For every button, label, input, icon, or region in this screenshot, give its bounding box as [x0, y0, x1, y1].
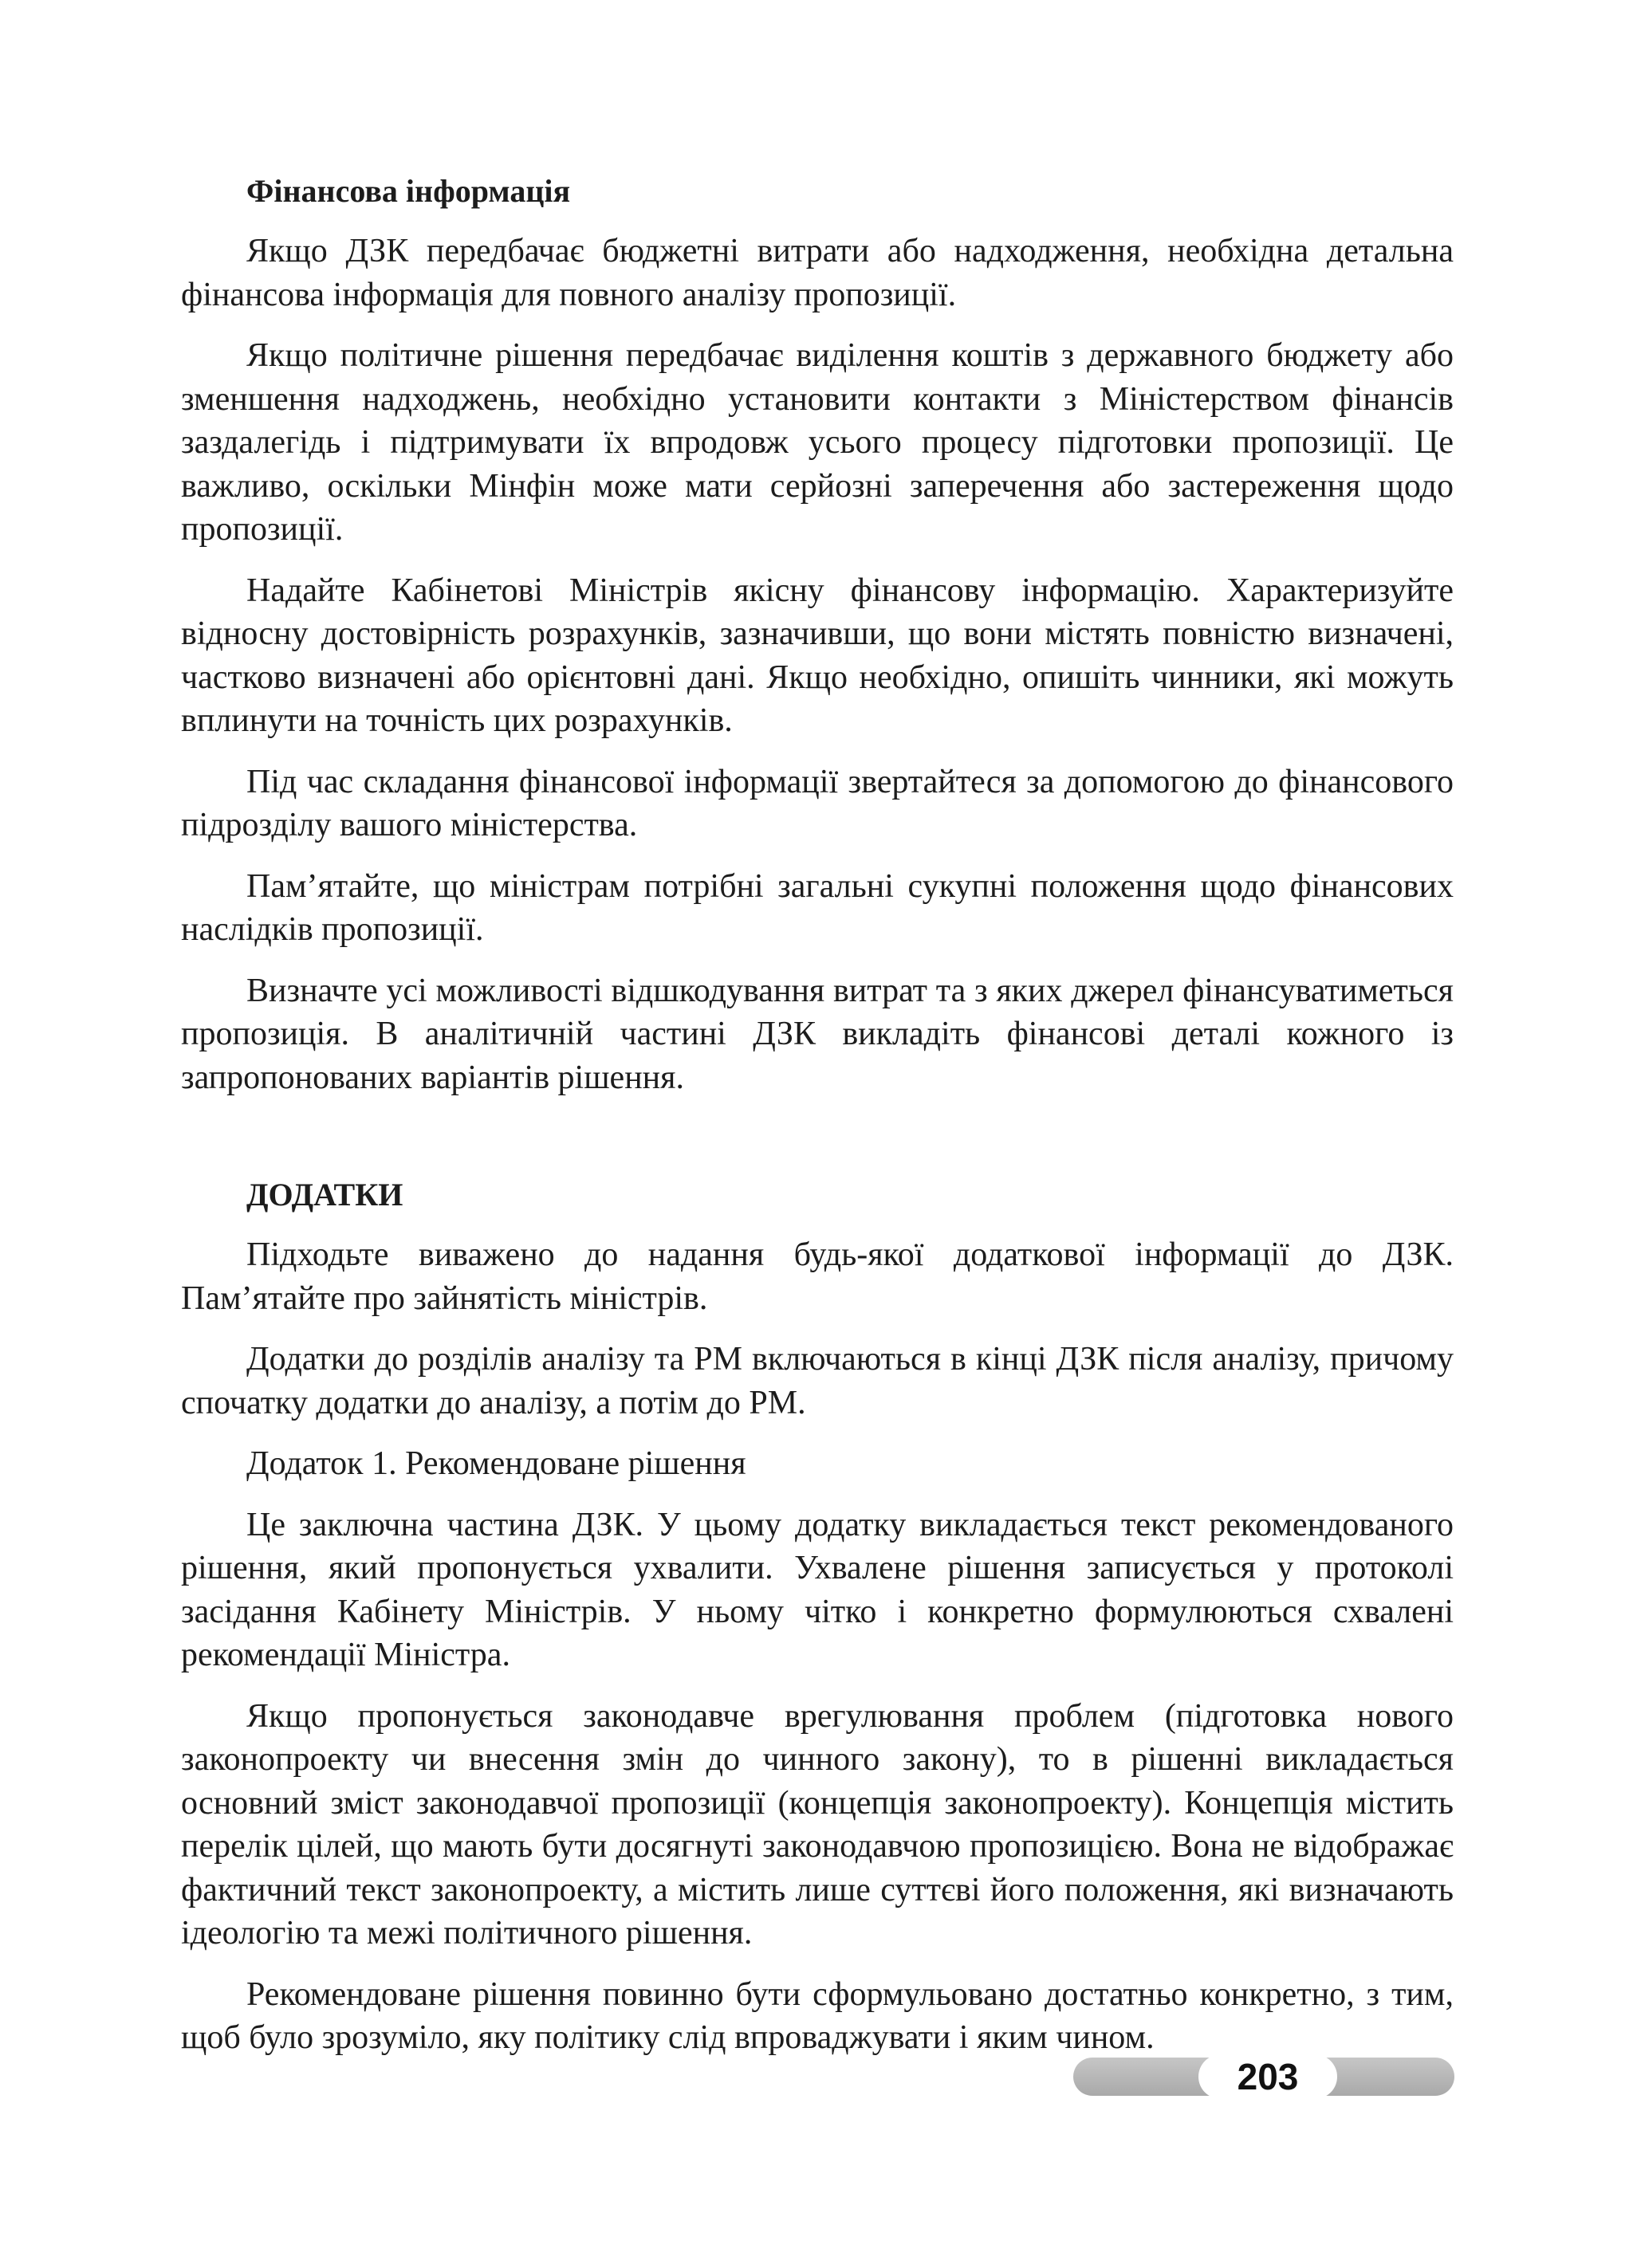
- paragraph: Рекомендоване рішення повинно бути сформульовано достатньо конкретно, з тим, щоб було зрозуміло, яку політику слід впроваджувати і яким чином.: [181, 1975, 1454, 2056]
- section-heading-financial: Фінансова інформація: [246, 173, 571, 209]
- paragraph: Якщо пропонується законодавче врегулювання проблем (підготовка нового законопроекту чи внесення змін до чинного закону), то в рішенні викладається основний зміст законодавчої пропозиції (концепція законопроекту). Концепція містить перелік цілей, що мають бути досягнуті законодавчою пропозицією. Вона не відображає фактичний текст законопроекту, а містить лише суттєві його положення, які визначають ідеологію та межі політичного рішення.: [181, 1697, 1454, 1952]
- appendix-title: Додаток 1. Рекомендоване рішення: [246, 1445, 746, 1482]
- paragraph: Це заключна частина ДЗК. У цьому додатку викладається текст рекомендованого рішення, який пропонується ухвалити. Ухвалене рішення записується у протоколі засідання Кабінету Міністрів. У ньому чітко і конкретно формулюються схвалені рекомендації Міністра.: [181, 1506, 1454, 1673]
- paragraph: Пам’ятайте, що міністрам потрібні загальні сукупні положення щодо фінансових наслідків пропозиції.: [181, 867, 1454, 948]
- paragraph: Підходьте виважено до надання будь-якої додаткової інформації до ДЗК. Пам’ятайте про зайнятість міністрів.: [181, 1236, 1454, 1317]
- page-body: [181, 169, 1454, 2077]
- page-number: 203: [1198, 2054, 1337, 2099]
- section-spacer: [181, 1117, 1454, 1157]
- paragraph: Визначте усі можливості відшкодування витрат та з яких джерел фінансуватиметься пропозиція. В аналітичній частині ДЗК викладіть фінансові деталі кожного із запропонованих варіантів рішення.: [181, 972, 1454, 1096]
- paragraph: Якщо політичне рішення передбачає виділення коштів з державного бюджету або зменшення надходжень, необхідно установити контакти з Міністерством фінансів заздалегідь і підтримувати їх впродовж усього процесу підготовки пропозиції. Це важливо, оскільки Мінфін може мати серйозні заперечення або застереження щодо пропозиції.: [181, 337, 1454, 548]
- paragraph: Якщо ДЗК передбачає бюджетні витрати або надходження, необхідна детальна фінансова інформація для повного аналізу пропозиції.: [181, 233, 1454, 313]
- paragraph: Надайте Кабінетові Міністрів якісну фінансову інформацію. Характеризуйте відносну достовірність розрахунків, зазначивши, що вони містять повністю визначені, частково визначені або орієнтовні дані. Якщо необхідно, опишіть чинники, які можуть вплинути на точність цих розрахунків.: [181, 572, 1454, 739]
- section-heading-appendices: ДОДАТКИ: [246, 1177, 403, 1213]
- paragraph: Додатки до розділів аналізу та РМ включаються в кінці ДЗК після аналізу, причому спочатку додатки до аналізу, а потім до РМ.: [181, 1341, 1454, 1421]
- paragraph: Під час складання фінансової інформації звертайтеся за допомогою до фінансового підрозділу вашого міністерства.: [181, 763, 1454, 843]
